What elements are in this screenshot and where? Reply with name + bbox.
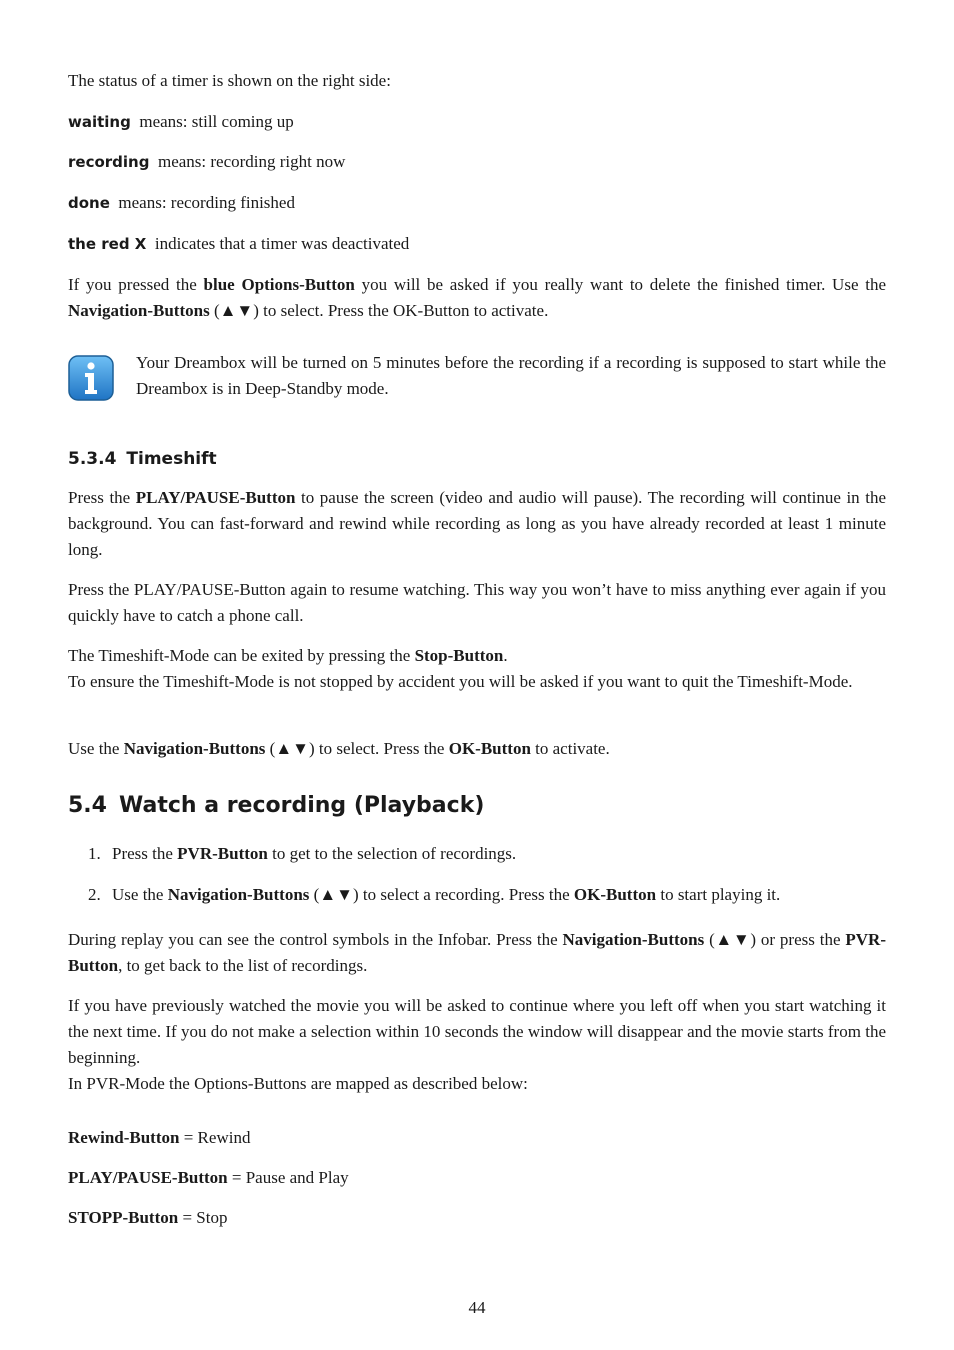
section-title: Timeshift bbox=[126, 449, 217, 469]
text-run: to get to the selection of recordings. bbox=[267, 844, 517, 863]
bold-run: Stop-Button bbox=[414, 646, 504, 665]
text-run: Use the bbox=[68, 739, 124, 758]
status-text: means: recording right now bbox=[157, 152, 346, 171]
list-item bbox=[88, 841, 886, 867]
status-text: means: recording finished bbox=[118, 193, 295, 212]
bold-run: PVR-Button bbox=[177, 844, 268, 863]
text-run: to activate. bbox=[530, 739, 610, 758]
bold-run: Navigation-Buttons bbox=[167, 885, 310, 904]
text-run: During replay you can see the control symbols in the Infobar. Press the bbox=[68, 930, 563, 949]
paragraph-line: If you have previously watched the movie you will be asked to continue where you left off when you start watching it the next time. If you do not make a selection within 10 seconds the window will disappear and the movie starts from the beginning. bbox=[68, 996, 886, 1067]
status-done bbox=[68, 190, 886, 216]
status-deactivated bbox=[68, 231, 886, 257]
text-run: Use the bbox=[112, 885, 168, 904]
section-number: 5.4 bbox=[68, 793, 107, 818]
text-run: to pause the screen (video and audio will pause). The recording will continue in the background. You can fast-forward and rewind while recording as long as you have already recorded at least 1 minute long. bbox=[68, 488, 887, 559]
bold-run: blue Options-Button bbox=[203, 275, 355, 294]
mapping-value: = Stop bbox=[178, 1208, 228, 1227]
status-recording bbox=[68, 149, 886, 175]
mapping-button: Rewind-Button bbox=[68, 1128, 180, 1147]
paragraph-line: In PVR-Mode the Options-Buttons are mapped as described below: bbox=[68, 1074, 528, 1093]
status-waiting bbox=[68, 109, 886, 135]
bold-run: Navigation-Buttons bbox=[562, 930, 705, 949]
info-note-text: Your Dreambox will be turned on 5 minutes before the recording if a recording is supposed to start while the Dreambox is in Deep-Standby mode. bbox=[136, 353, 886, 398]
paragraph-line: To ensure the Timeshift-Mode is not stopped by accident you will be asked if you want to quit the Timeshift-Mode. bbox=[68, 672, 853, 691]
timer-status-intro: The status of a timer is shown on the right side: bbox=[68, 71, 391, 90]
text-run: . bbox=[503, 646, 508, 665]
mapping-button: STOPP-Button bbox=[68, 1208, 179, 1227]
text-run: Press the bbox=[112, 844, 178, 863]
timeshift-paragraph-3 bbox=[68, 643, 886, 695]
timeshift-paragraph-1 bbox=[68, 485, 886, 563]
status-text: means: still coming up bbox=[139, 112, 294, 131]
list-number: 1. bbox=[88, 844, 101, 863]
status-text: indicates that a timer was deactivated bbox=[154, 234, 410, 253]
playback-paragraph-1 bbox=[68, 927, 886, 979]
text-run: (▲▼) or press the bbox=[704, 930, 846, 949]
section-heading-playback bbox=[68, 793, 484, 818]
text-run: The Timeshift-Mode can be exited by pressing the bbox=[68, 646, 415, 665]
info-icon bbox=[68, 355, 114, 401]
status-label: recording bbox=[68, 153, 150, 171]
mapping-stop bbox=[68, 1205, 886, 1231]
text-run: , to get back to the list of recordings. bbox=[118, 956, 368, 975]
mapping-value: = Rewind bbox=[179, 1128, 251, 1147]
options-paragraph bbox=[68, 272, 886, 324]
text-run: If you pressed the bbox=[68, 275, 204, 294]
bold-run: OK-Button bbox=[448, 739, 531, 758]
mapping-value: = Pause and Play bbox=[227, 1168, 349, 1187]
status-label: done bbox=[68, 194, 110, 212]
section-number: 5.3.4 bbox=[68, 449, 117, 469]
paragraph-line bbox=[68, 643, 886, 669]
mapping-rewind bbox=[68, 1125, 886, 1151]
mapping-play-pause bbox=[68, 1165, 886, 1191]
list-item bbox=[88, 882, 886, 908]
text-run: Press the bbox=[68, 488, 136, 507]
section-heading-timeshift bbox=[68, 449, 217, 469]
timeshift-paragraph-4 bbox=[68, 736, 886, 762]
bold-run: Navigation-Buttons bbox=[68, 301, 210, 320]
text-run: to start playing it. bbox=[656, 885, 781, 904]
playback-paragraph-2 bbox=[68, 993, 886, 1097]
mapping-button: PLAY/PAUSE-Button bbox=[68, 1168, 228, 1187]
text-run: you will be asked if you really want to delete the finished timer. Use the bbox=[354, 275, 887, 294]
bold-run: PVR-Button bbox=[68, 930, 886, 975]
status-label: the red X bbox=[68, 235, 147, 253]
bold-run: PLAY/PAUSE-Button bbox=[135, 488, 296, 507]
text-run: (▲▼) to select a recording. Press the bbox=[309, 885, 574, 904]
bold-run: Navigation-Buttons bbox=[123, 739, 266, 758]
bold-run: OK-Button bbox=[573, 885, 657, 904]
list-number: 2. bbox=[88, 885, 101, 904]
section-title: Watch a recording (Playback) bbox=[118, 793, 485, 818]
page-number: 44 bbox=[468, 1298, 486, 1317]
timeshift-paragraph-2: Press the PLAY/PAUSE-Button again to resume watching. This way you won’t have to miss anything ever again if you quickly have to catch a phone call. bbox=[68, 580, 886, 625]
status-label: waiting bbox=[68, 113, 131, 131]
text-run: (▲▼) to select. Press the OK-Button to activate. bbox=[209, 301, 549, 320]
text-run: (▲▼) to select. Press the bbox=[265, 739, 449, 758]
